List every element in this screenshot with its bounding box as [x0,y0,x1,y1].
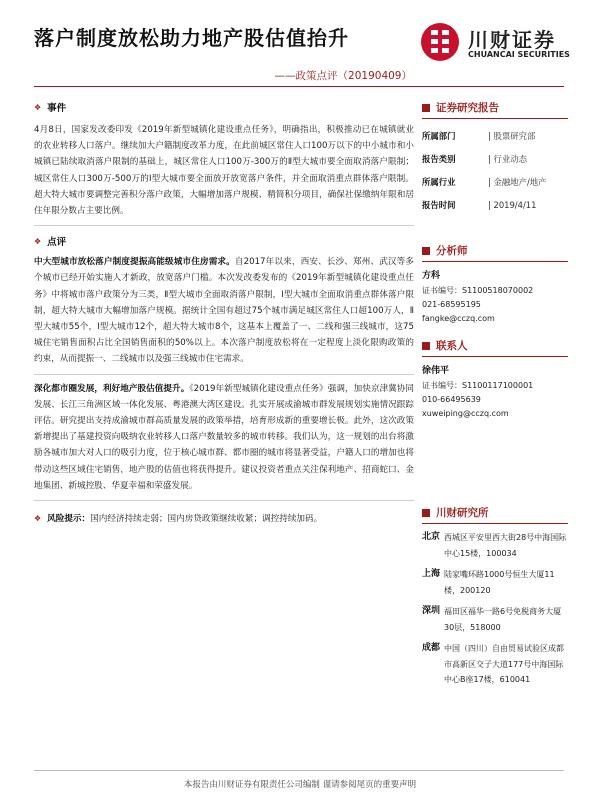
office-address: 成都 中国（四川）自由贸易试验区成都市高新区交子大道177号中海国际中心B座17楼，610041 [422,643,564,684]
risk-heading: 风险提示： [47,514,91,525]
contact-email[interactable]: xuweiping@cczq.com [422,409,509,418]
comment-paragraph-2-lead: 深化都市圈发展，利好地产股估值提升。 [34,383,190,394]
report-info-heading: 证券研究报告 [422,100,568,119]
logo-english-name: CHUANCAI SECURITIES [468,50,570,59]
info-row: 报告类别 | 行业动态 [422,154,527,164]
footer-divider [34,770,564,771]
office-address: 北京 西城区平安里西大街28号中海国际中心15楼，100034 [422,532,567,558]
section-divider [34,225,414,226]
comment-paragraph-1 [34,254,414,367]
main-content [34,90,414,527]
event-heading: ❖ 事件 [34,102,67,114]
section-divider [34,500,414,501]
diamond-icon: ❖ [34,514,42,524]
info-row: 报告时间 | 2019/4/11 [422,200,537,210]
contact-phone: 010-66495639 [422,395,481,404]
contact-cert: 证书编号：S1100117100001 [422,381,534,390]
contact-name: 徐伟平 [422,366,450,376]
chuancai-logo-icon [420,22,460,62]
logo-chinese-name: 川财证券 [468,28,556,52]
square-bullet-icon [422,104,430,112]
comment-paragraph-2-body: 《2019年新型城镇化建设重点任务》强调，加快京津冀协同发展、长江三角洲区域一体化发展、粤港澳大湾区建设。扎实开展成渝城市群发展规划实施情况跟踪评估。研究提出支持成渝城市群高质量发展的政策举措，培育形成新的重要增长极。此外，这次政策新增提出了基建投资向吸纳农业转移人口落户数量较多的城市转移。我们认为，这一规划的出台将激励各城市加大对人口的吸引力度，位于核心城市群、都市圈的城市将显著受益，户籍人口的增加也将带动这些区域住宅销售，地产股的估值也将获得提升。建议投资者重点关注保利地产、招商蛇口、金地集团、新城控股、华夏幸福和荣盛发展。 [34,383,414,491]
office-address: 深圳 福田区福华一路6号免税商务大厦30层，518000 [422,606,562,632]
footer-disclaimer: 本报告由川财证券有限责任公司编制 谨请参阅尾页的重要声明 [183,780,417,790]
comment-paragraph-1-body: 自2017年以来，西安、长沙、郑州、武汉等多个城市已经开始实施人才新政，放宽落户门槛。本次发改委发布的《2019年新型城镇化建设重点任务》中将城市落户政策分为三类，Ⅱ型大城市全面取消落户限制，Ⅰ型大城市全面取消重点群体落户限制，超大特大城市大幅增加落户规模。据统计全国有超过75个城市满足城区常住人口超100万人，Ⅱ型大城市55个，Ⅰ型大城市12个，超大特大城市8个，这基本上覆盖了一、二线和强三线城市，这75城住宅销售面积占比全国销售面积的50%以上。本次落户制度放松将在一定程度上淡化限购政策的约束，从而提振一、二线城市以及强三线城市住宅需求。 [34,257,414,365]
risk-warning [34,511,414,527]
diamond-icon: ❖ [34,236,42,246]
sidebar [422,100,568,694]
research-institute-heading: 川财研究所 [422,505,568,524]
info-row: 所属行业 | 金融地产/地产 [422,177,547,187]
risk-body: 国内经济持续走弱；国内房贷政策继续收紧；调控持续加码。 [90,514,323,525]
header-divider [34,86,564,87]
comment-paragraph-2 [34,381,414,494]
comment-paragraph-1-lead: 中大型城市放松落户制度提振高能级城市住房需求。 [34,257,235,268]
company-logo [420,22,570,66]
analyst-name: 方科 [422,271,441,281]
square-bullet-icon [422,342,430,350]
contact-heading: 联系人 [422,338,568,357]
diamond-icon: ❖ [34,102,42,112]
office-address: 上海 陆家嘴环路1000号恒生大厦11楼，200120 [422,569,555,595]
analyst-phone: 021-68595195 [422,300,481,309]
comment-heading: ❖ 点评 [34,236,67,249]
analyst-cert: 证书编号：S1100518070002 [422,286,534,295]
report-subtitle: ——政策点评（20190409） [274,70,412,82]
report-title: 落户制度放松助力地产股估值抬升 [34,26,349,50]
event-body: 4月8日，国家发改委印发《2019年新型城镇化建设重点任务》，明确指出，积极推动已在城镇就业的农业转移人口落户。继续加大户籍制度改革力度，在此前城区常住人口100万以下的中小城市和小城镇已陆续取消落户限制的基础上，城区常住人口100万-300万的Ⅱ型大城市要全面取消落户限制；城区常住人口300万-500万的Ⅰ型大城市要全面放开放宽落户条件，并全面取消重点群体落户限制。超大特大城市要调整完善积分落户政策，大幅增加落户规模、精简积分项目，确保社保缴纳年限和居住年限分数占主要比例。 [34,125,414,217]
info-row: 所属部门 | 股票研究部 [422,131,536,141]
square-bullet-icon [422,509,430,517]
section-divider [34,374,414,375]
square-bullet-icon [422,247,430,255]
analyst-heading: 分析师 [422,243,568,262]
analyst-email[interactable]: fangke@cczq.com [422,314,495,323]
